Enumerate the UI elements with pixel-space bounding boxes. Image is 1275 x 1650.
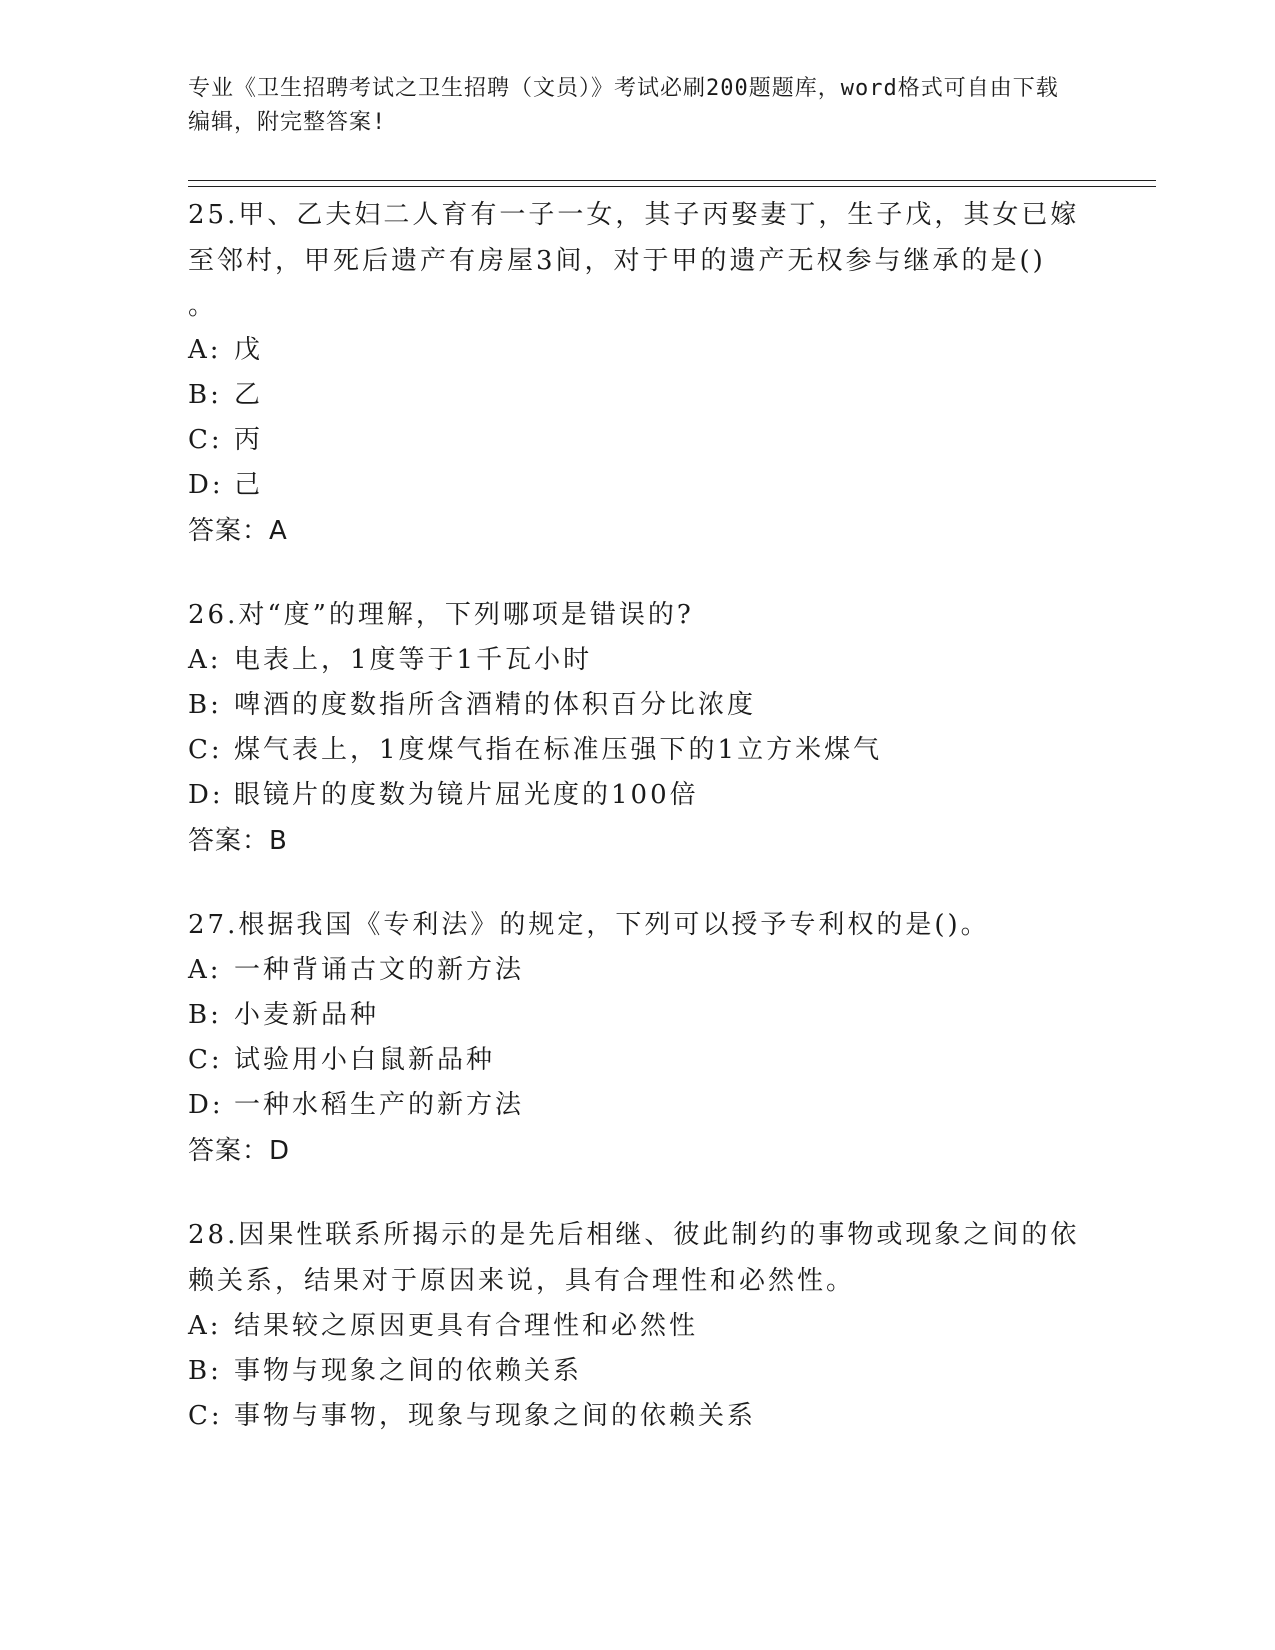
answer: 答案：B xyxy=(188,826,288,856)
option-label: C: xyxy=(188,735,223,765)
option-label: A: xyxy=(188,1311,222,1341)
option-text: 结果较之原因更具有合理性和必然性 xyxy=(234,1311,699,1341)
option-c xyxy=(188,418,1088,463)
option-text: 一种水稻生产的新方法 xyxy=(234,1090,525,1120)
option-text: 乙 xyxy=(234,380,264,410)
option-b xyxy=(188,1349,1088,1394)
question-text: 27.根据我国《专利法》的规定，下列可以授予专利权的是()。 xyxy=(188,910,990,940)
question-text: 28.因果性联系所揭示的是先后相继、彼此制约的事物或现象之间的依赖关系，结果对于原因来说，具有合理性和必然性。 xyxy=(188,1220,1080,1296)
option-text: 事物与事物，现象与现象之间的依赖关系 xyxy=(234,1401,757,1431)
option-b xyxy=(188,373,1088,418)
question-28 xyxy=(188,1212,1088,1439)
option-label: D: xyxy=(188,780,224,810)
option-a xyxy=(188,328,1088,373)
question-text: 26.对“度”的理解，下列哪项是错误的? xyxy=(188,600,694,630)
option-d xyxy=(188,773,1088,818)
option-label: A: xyxy=(188,335,222,365)
option-text: 一种背诵古文的新方法 xyxy=(234,955,525,985)
option-b xyxy=(188,993,1088,1038)
option-label: A: xyxy=(188,645,222,675)
option-a xyxy=(188,1304,1088,1349)
answer: 答案：D xyxy=(188,1136,291,1166)
option-label: C: xyxy=(188,1401,223,1431)
option-text: 电表上，1度等于1千瓦小时 xyxy=(234,645,593,675)
answer: 答案：A xyxy=(188,516,288,546)
option-label: C: xyxy=(188,1045,223,1075)
question-text-continuation: 。 xyxy=(188,291,215,321)
option-label: A: xyxy=(188,955,222,985)
option-text: 煤气表上，1度煤气指在标准压强下的1立方米煤气 xyxy=(234,735,883,765)
option-text: 试验用小白鼠新品种 xyxy=(234,1045,496,1075)
option-text: 事物与现象之间的依赖关系 xyxy=(234,1356,583,1386)
option-label: B: xyxy=(188,1000,222,1030)
option-label: C: xyxy=(188,425,223,455)
question-list xyxy=(188,192,1088,1477)
option-a xyxy=(188,638,1088,683)
question-27 xyxy=(188,902,1088,1174)
option-c xyxy=(188,1038,1088,1083)
option-c xyxy=(188,728,1088,773)
option-label: D: xyxy=(188,470,224,500)
option-label: B: xyxy=(188,1356,222,1386)
option-text: 小麦新品种 xyxy=(234,1000,380,1030)
option-label: B: xyxy=(188,380,222,410)
option-label: B: xyxy=(188,690,222,720)
option-d xyxy=(188,463,1088,508)
option-d xyxy=(188,1083,1088,1128)
header-divider-bottom xyxy=(188,186,1156,187)
header-divider-top xyxy=(188,180,1156,181)
question-text: 25.甲、乙夫妇二人育有一子一女，其子丙娶妻丁，生子戊，其女已嫁至邻村，甲死后遗产有房屋3间，对于甲的遗产无权参与继承的是() xyxy=(188,200,1080,276)
question-26 xyxy=(188,592,1088,864)
option-text: 戊 xyxy=(234,335,264,365)
question-25 xyxy=(188,192,1088,554)
option-c xyxy=(188,1394,1088,1439)
option-text: 己 xyxy=(234,470,264,500)
option-b xyxy=(188,683,1088,728)
option-a xyxy=(188,948,1088,993)
option-text: 眼镜片的度数为镜片屈光度的100倍 xyxy=(234,780,699,810)
option-text: 丙 xyxy=(234,425,264,455)
option-text: 啤酒的度数指所含酒精的体积百分比浓度 xyxy=(234,690,757,720)
option-label: D: xyxy=(188,1090,224,1120)
document-intro: 专业《卫生招聘考试之卫生招聘（文员）》考试必刷200题题库，word格式可自由下载编辑，附完整答案! xyxy=(188,76,1059,135)
